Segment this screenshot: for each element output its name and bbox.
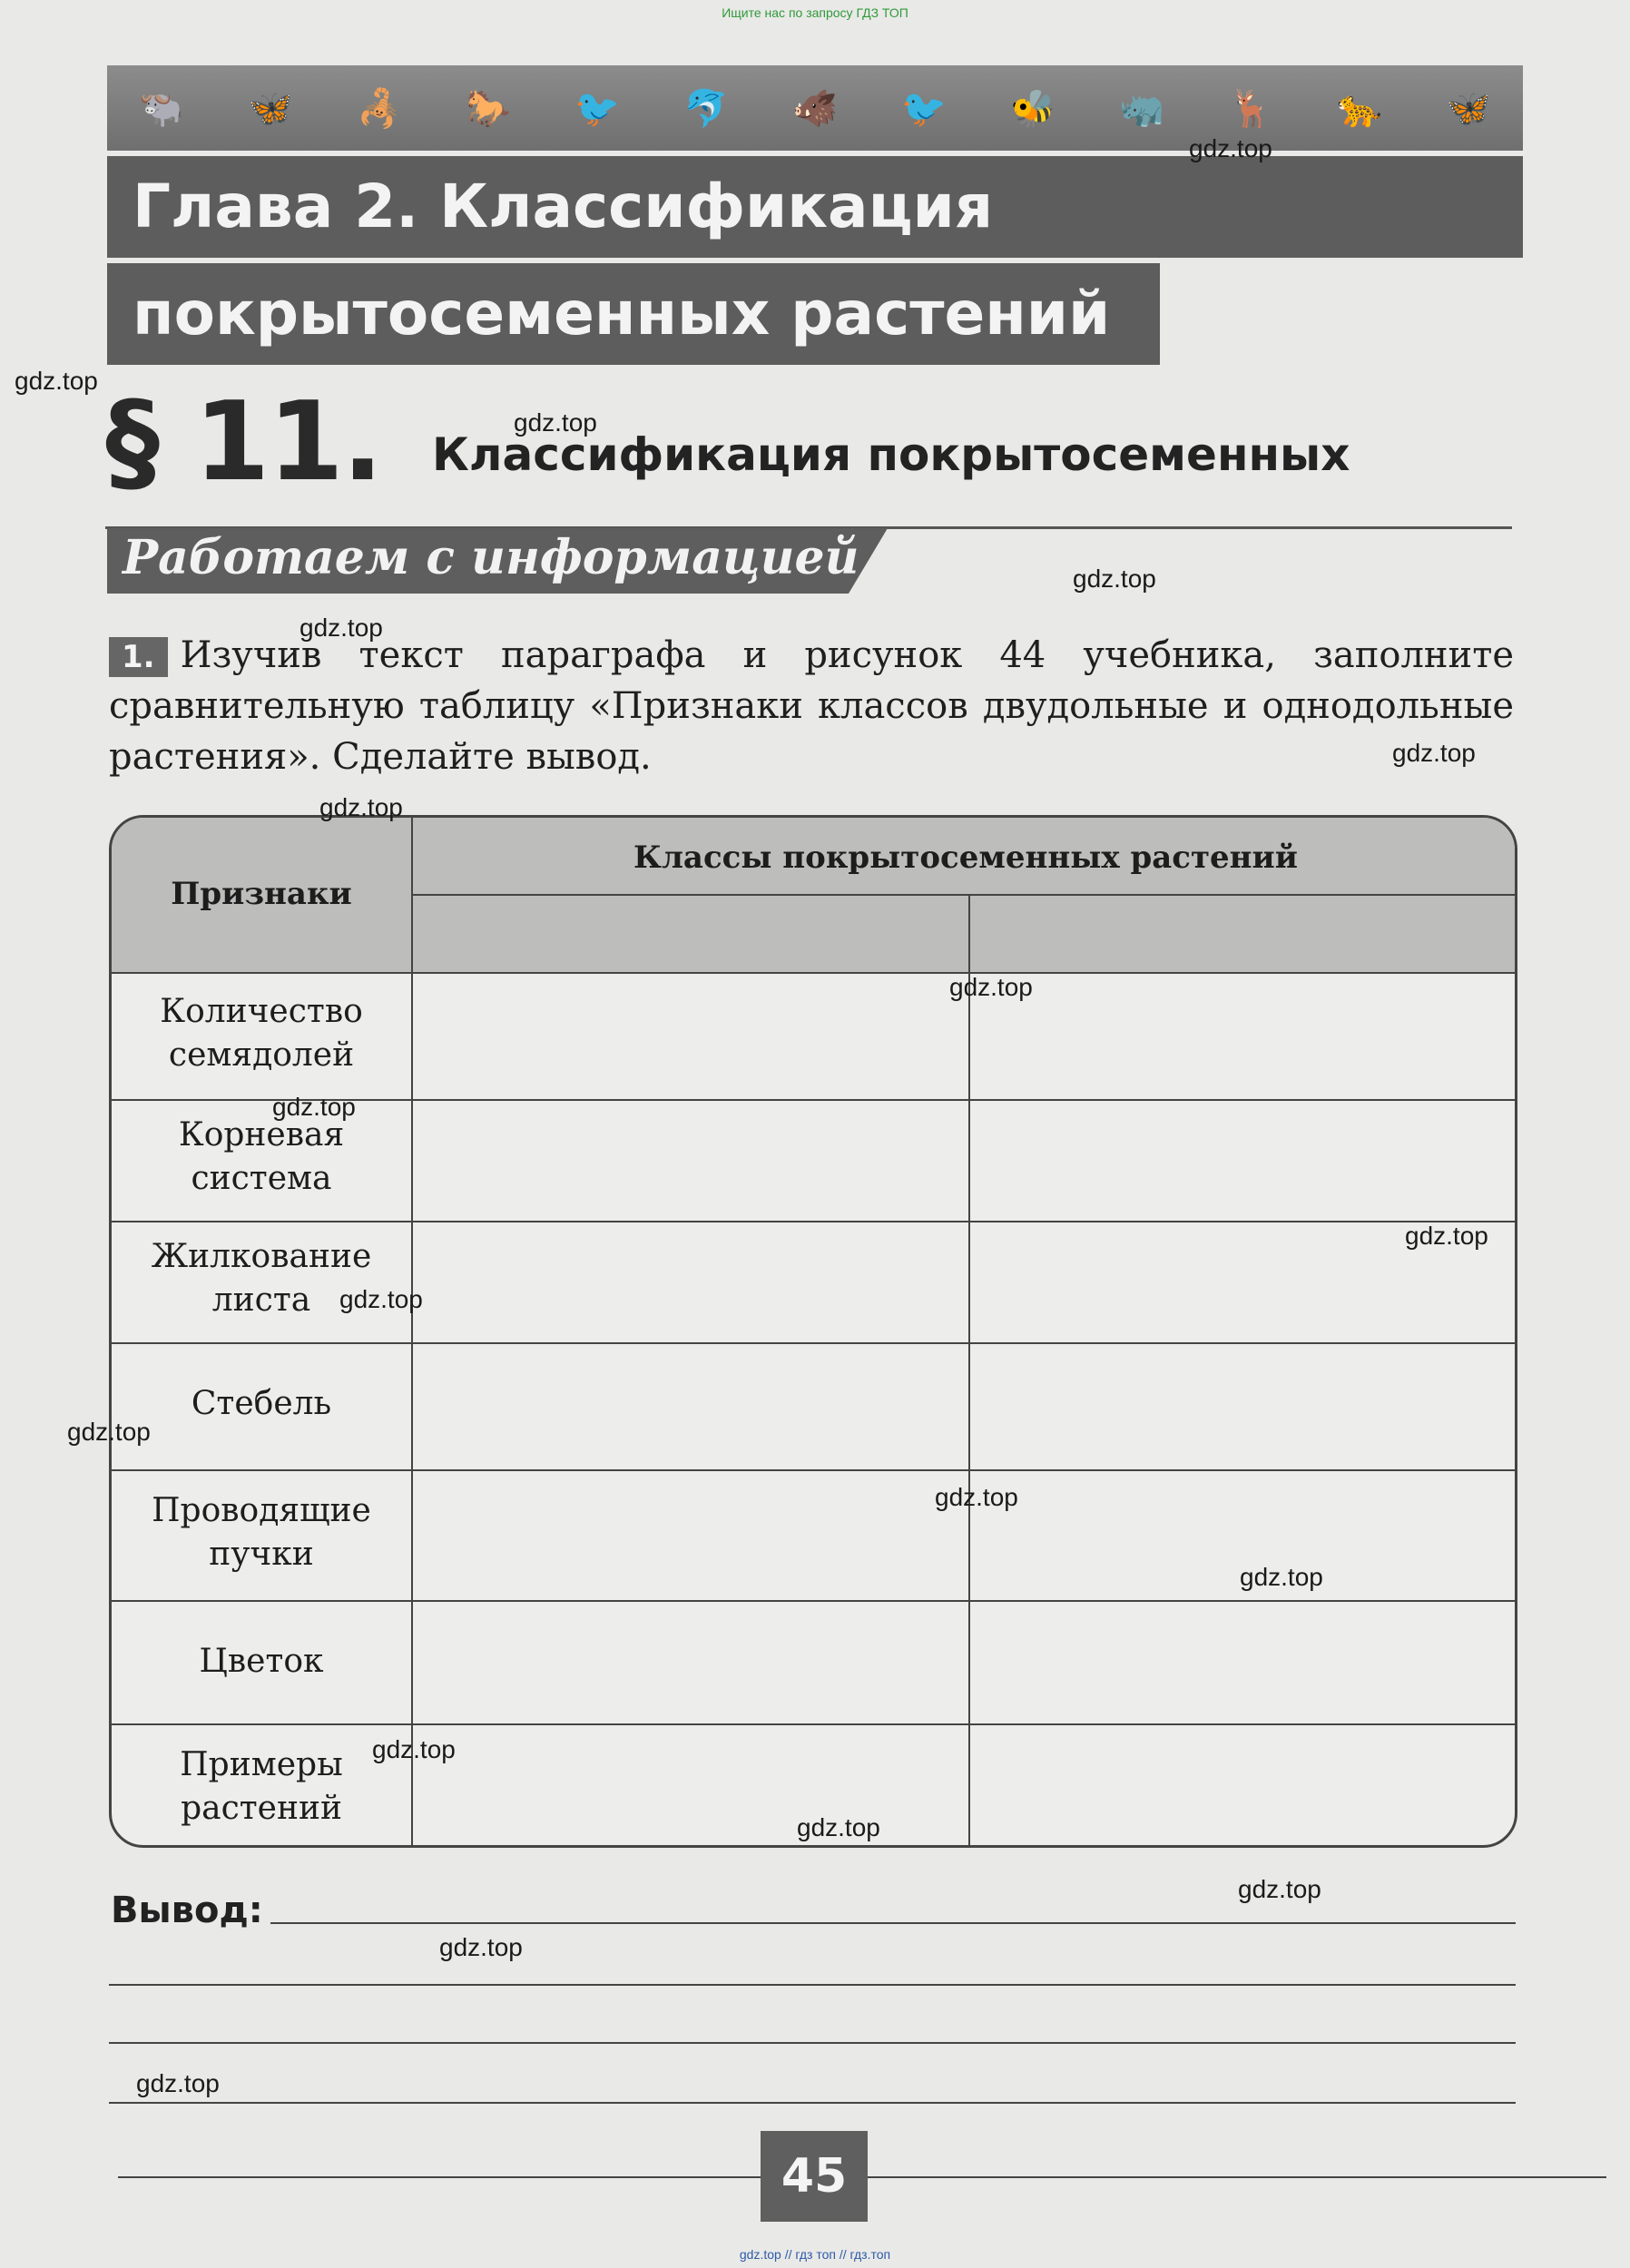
watermark: gdz.top <box>1189 134 1272 162</box>
animal-silhouette-strip <box>107 65 1523 151</box>
header-cell-features: Признаки <box>171 876 352 912</box>
row-label: Примеры растений <box>180 1746 343 1827</box>
header-split-line <box>411 894 1517 896</box>
page-number: 45 <box>761 2131 868 2222</box>
row-label: Стебель <box>191 1385 332 1422</box>
bison-icon: 🐃 <box>139 87 184 130</box>
top-search-note: Ищите нас по запросу ГДЗ ТОП <box>722 5 908 20</box>
bottom-note: gdz.top // гдз топ // гдз.топ <box>739 2247 891 2262</box>
row-label: Проводящие пучки <box>152 1492 371 1573</box>
comparison-table <box>109 815 1517 1848</box>
watermark: gdz.top <box>935 1483 1018 1511</box>
answer-line[interactable] <box>109 2042 1516 2044</box>
watermark: gdz.top <box>67 1418 151 1446</box>
watermark: gdz.top <box>797 1813 880 1841</box>
cheetah-icon: 🐆 <box>1337 87 1382 130</box>
watermark: gdz.top <box>514 408 597 437</box>
chapter-title-line1: Глава 2. Классификация <box>107 156 1523 258</box>
watermark: gdz.top <box>15 367 98 395</box>
horse-icon: 🐎 <box>466 87 511 130</box>
task-text: Изучив текст параграфа и рисунок 44 учебника, заполните сравнительную таблицу «Признаки классов двудольные и однодольные растения». Сделайте вывод. <box>109 634 1514 778</box>
row-divider <box>112 1469 1515 1471</box>
row-divider <box>112 1600 1515 1602</box>
watermark: gdz.top <box>949 973 1033 1001</box>
task-number: 1. <box>109 637 168 677</box>
watermark: gdz.top <box>439 1933 523 1961</box>
watermark: gdz.top <box>299 614 383 642</box>
section-title: Работаем с информацией <box>123 530 859 585</box>
watermark: gdz.top <box>272 1093 356 1121</box>
watermark: gdz.top <box>1240 1563 1323 1591</box>
header-cell-classes: Классы покрытосеменных растений <box>633 839 1298 876</box>
deer-icon: 🦌 <box>1228 87 1273 130</box>
row-divider <box>112 1723 1515 1725</box>
bird-icon: 🐦 <box>574 87 620 130</box>
watermark: gdz.top <box>1392 739 1476 767</box>
row-label: Количество семядолей <box>160 993 363 1074</box>
row-divider <box>112 1221 1515 1222</box>
dolphin-icon: 🐬 <box>683 87 729 130</box>
paragraph-title: Классификация покрытосеменных <box>432 428 1350 481</box>
watermark: gdz.top <box>339 1285 423 1313</box>
butterfly-icon: 🦋 <box>248 87 293 130</box>
watermark: gdz.top <box>1073 565 1156 593</box>
answer-line[interactable] <box>270 1922 1516 1924</box>
row-label: Жилкование листа <box>151 1238 372 1319</box>
butterfly-icon: 🦋 <box>1446 87 1491 130</box>
task-text-block <box>109 630 1514 782</box>
watermark: gdz.top <box>136 2069 220 2097</box>
answer-line[interactable] <box>109 1984 1516 1986</box>
boar-icon: 🐗 <box>792 87 838 130</box>
row-label: Корневая система <box>178 1116 345 1197</box>
bird-icon: 🐦 <box>901 87 947 130</box>
rhino-icon: 🦏 <box>1119 87 1164 130</box>
insect-icon: 🐝 <box>1010 87 1056 130</box>
answer-line[interactable] <box>109 2102 1516 2104</box>
row-label: Цветок <box>199 1643 324 1680</box>
row-divider <box>112 1342 1515 1344</box>
conclusion-label: Вывод: <box>111 1890 263 1931</box>
column-divider-2 <box>968 894 970 1845</box>
watermark: gdz.top <box>1405 1222 1488 1250</box>
watermark: gdz.top <box>372 1735 456 1763</box>
chapter-title-line2: покрытосеменных растений <box>107 263 1160 365</box>
scorpion-icon: 🦂 <box>357 87 402 130</box>
row-divider <box>112 972 1515 974</box>
paragraph-number: § 11. <box>105 379 382 506</box>
watermark: gdz.top <box>319 793 403 821</box>
watermark: gdz.top <box>1238 1875 1321 1903</box>
